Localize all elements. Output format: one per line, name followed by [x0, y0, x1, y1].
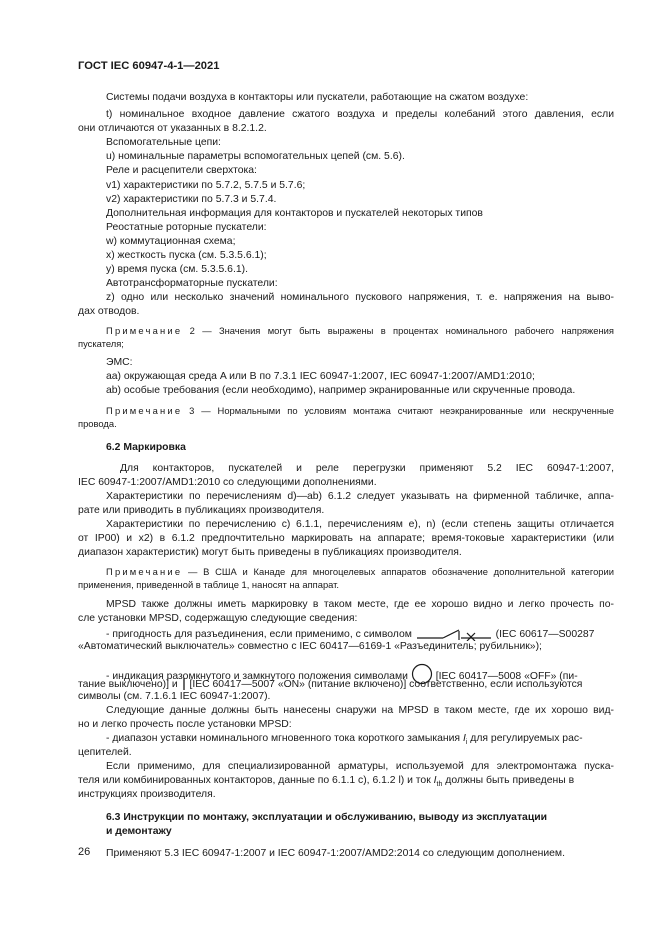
on-bar-icon	[181, 677, 187, 691]
text-line: дах отводов.	[78, 306, 140, 317]
note-line: применения, приведенной в таблице 1, наносят на аппарат.	[78, 579, 340, 590]
text-line: они отличаются от указанных в 8.2.1.2.	[78, 123, 267, 134]
text-line: u) номинальные параметры вспомогательных цепей (см. 5.6).	[106, 151, 405, 162]
text-line: «Автоматический выключатель» совместно с IEC 60417—6169-1 «Разъединитель; рубильник»);	[78, 641, 542, 652]
section-title: 6.3 Инструкции по монтажу, эксплуатации и обслуживанию, выводу из эксплуатации	[106, 812, 547, 823]
text-line: Дополнительная информация для контакторов и пускателей некоторых типов	[106, 208, 483, 219]
symbol-current: I	[462, 733, 466, 744]
text-line: Характеристики по перечислениям d)—ab) 6.1.2 следует указывать на фирменной табличке, аппа-	[106, 491, 614, 502]
note-label: Примечание	[106, 566, 183, 577]
text-line: aa) окружающая среда A или B по 7.3.1 IEC 60947-1:2007, IEC 60947-1:2007/AMD1:2010;	[106, 371, 535, 382]
text-line: диапазон характеристик) могут быть приведены в публикациях производителя.	[78, 547, 462, 558]
text-segment: для регулируемых рас-	[467, 733, 583, 744]
text-line	[106, 733, 583, 749]
text-segment: - диапазон уставки номинального мгновенного тока короткого замыкания	[106, 733, 461, 744]
text-line: z) одно или несколько значений номинального пускового напряжения, т. е. напряжения на выво-	[106, 292, 614, 303]
note-line	[106, 566, 614, 578]
page-number: 26	[78, 846, 91, 858]
text-line: x) жесткость пуска (см. 5.3.5.6.1);	[106, 250, 267, 261]
text-line: ЭМС:	[106, 357, 133, 368]
note-line	[106, 405, 614, 417]
text-segment: - пригодность для разъединения, если применимо, с символом	[106, 628, 412, 640]
symbol-subscript: i	[465, 739, 468, 747]
section-title: 6.2 Маркировка	[106, 442, 186, 453]
text-line: w) коммутационная схема;	[106, 236, 236, 247]
text-line: Если применимо, для специализированной арматуры, используемой для электромонтажа пуска-	[106, 761, 614, 772]
note-line: провода.	[78, 418, 117, 429]
text-line: Для контакторов, пускателей и реле перегрузки применяют 5.2 IEC 60947-1:2007,	[120, 463, 614, 474]
text-line: Вспомогательные цепи:	[106, 137, 221, 148]
note-line	[106, 325, 614, 337]
text-line: сле установки MPSD, содержащую следующие сведения:	[78, 613, 358, 624]
text-line: Автотрансформаторные пускатели:	[106, 278, 278, 289]
note-line: пускателя;	[78, 338, 124, 349]
text-line: Системы подачи воздуха в контакторы или пускатели, работающие на сжатом воздухе:	[106, 92, 529, 103]
text-line: Применяют 5.3 IEC 60947-1:2007 и IEC 60947-1:2007/AMD2:2014 со следующим дополнением.	[106, 848, 565, 859]
note-text: 3 — Нормальными по условиям монтажа считают неэкранированные или нескрученные	[182, 405, 614, 416]
text-segment: (IEC 60617—S00287	[495, 628, 595, 640]
note-label: Примечание	[106, 405, 183, 416]
text-line: инструкциях производителя.	[78, 789, 216, 800]
text-line	[78, 677, 582, 691]
text-line: но и легко прочесть после установки MPSD:	[78, 719, 292, 730]
section-title: и демонтажу	[106, 826, 172, 837]
text-line: от IP00) и x2) в 6.1.2 предпочтительно маркировать на аппарате; время-токовые характеристики (или	[78, 533, 614, 544]
text-line: Следующие данные должны быть нанесены снаружи на MPSD в таком месте, где их хорошо вид-	[106, 705, 614, 716]
text-segment: [IEC 60417—5007 «ON» (питание включено)] соответственно, если используются	[189, 678, 583, 690]
text-line	[106, 627, 594, 641]
note-text: — В США и Канаде для многоцелевых аппаратов обозначение дополнительной категории	[182, 566, 614, 577]
text-line: IEC 60947-1:2007/AMD1:2010 со следующими дополнениями.	[78, 477, 377, 488]
text-line: Реле и расцепители сверхтока:	[106, 165, 257, 176]
text-line: Характеристики по перечислению c) 6.1.1, перечислениям e), n) (если степень защиты отличается	[106, 519, 614, 530]
text-segment: [IEC 60417—5008 «OFF» (пи-	[435, 671, 578, 682]
symbol-subscript: th	[436, 781, 443, 789]
disconnector-symbol-icon	[415, 627, 493, 641]
text-line: y) время пуска (см. 5.3.5.6.1).	[106, 264, 248, 275]
text-segment: - индикация разомкнутого и замкнутого положения символами	[106, 671, 408, 682]
text-segment: должны быть приведены в	[442, 775, 575, 786]
note-label: Примечание	[106, 325, 183, 336]
symbol-current: I	[433, 775, 437, 786]
text-line: v2) характеристики по 5.7.3 и 5.7.4.	[106, 194, 277, 205]
text-line: Реостатные роторные пускатели:	[106, 222, 267, 233]
text-line: t) номинальное входное давление сжатого воздуха и пределы колебаний этого давления, если	[106, 109, 614, 120]
text-line: цепителей.	[78, 747, 132, 758]
text-line: рате или приводить в публикациях производителя.	[78, 505, 325, 516]
text-segment: тание выключено)] и	[78, 678, 178, 690]
text-segment: теля или комбинированных контакторов, данные по 6.1.1 c), 6.1.2 l) и ток	[78, 775, 431, 786]
text-line: ab) особые требования (если необходимо), например экранированные или скрученные провода.	[106, 385, 576, 396]
text-line: MPSD также должны иметь маркировку в таком месте, где ее хорошо видно и легко прочесть по-	[106, 599, 614, 610]
document-header: ГОСТ IEC 60947-4-1—2021	[78, 60, 220, 72]
note-text: 2 — Значения могут быть выражены в процентах номинального рабочего напряжения	[182, 325, 614, 336]
text-line: символы (см. 7.1.6.1 IEC 60947-1:2007).	[78, 691, 271, 702]
text-line: v1) характеристики по 5.7.2, 5.7.5 и 5.7.6;	[106, 180, 306, 191]
